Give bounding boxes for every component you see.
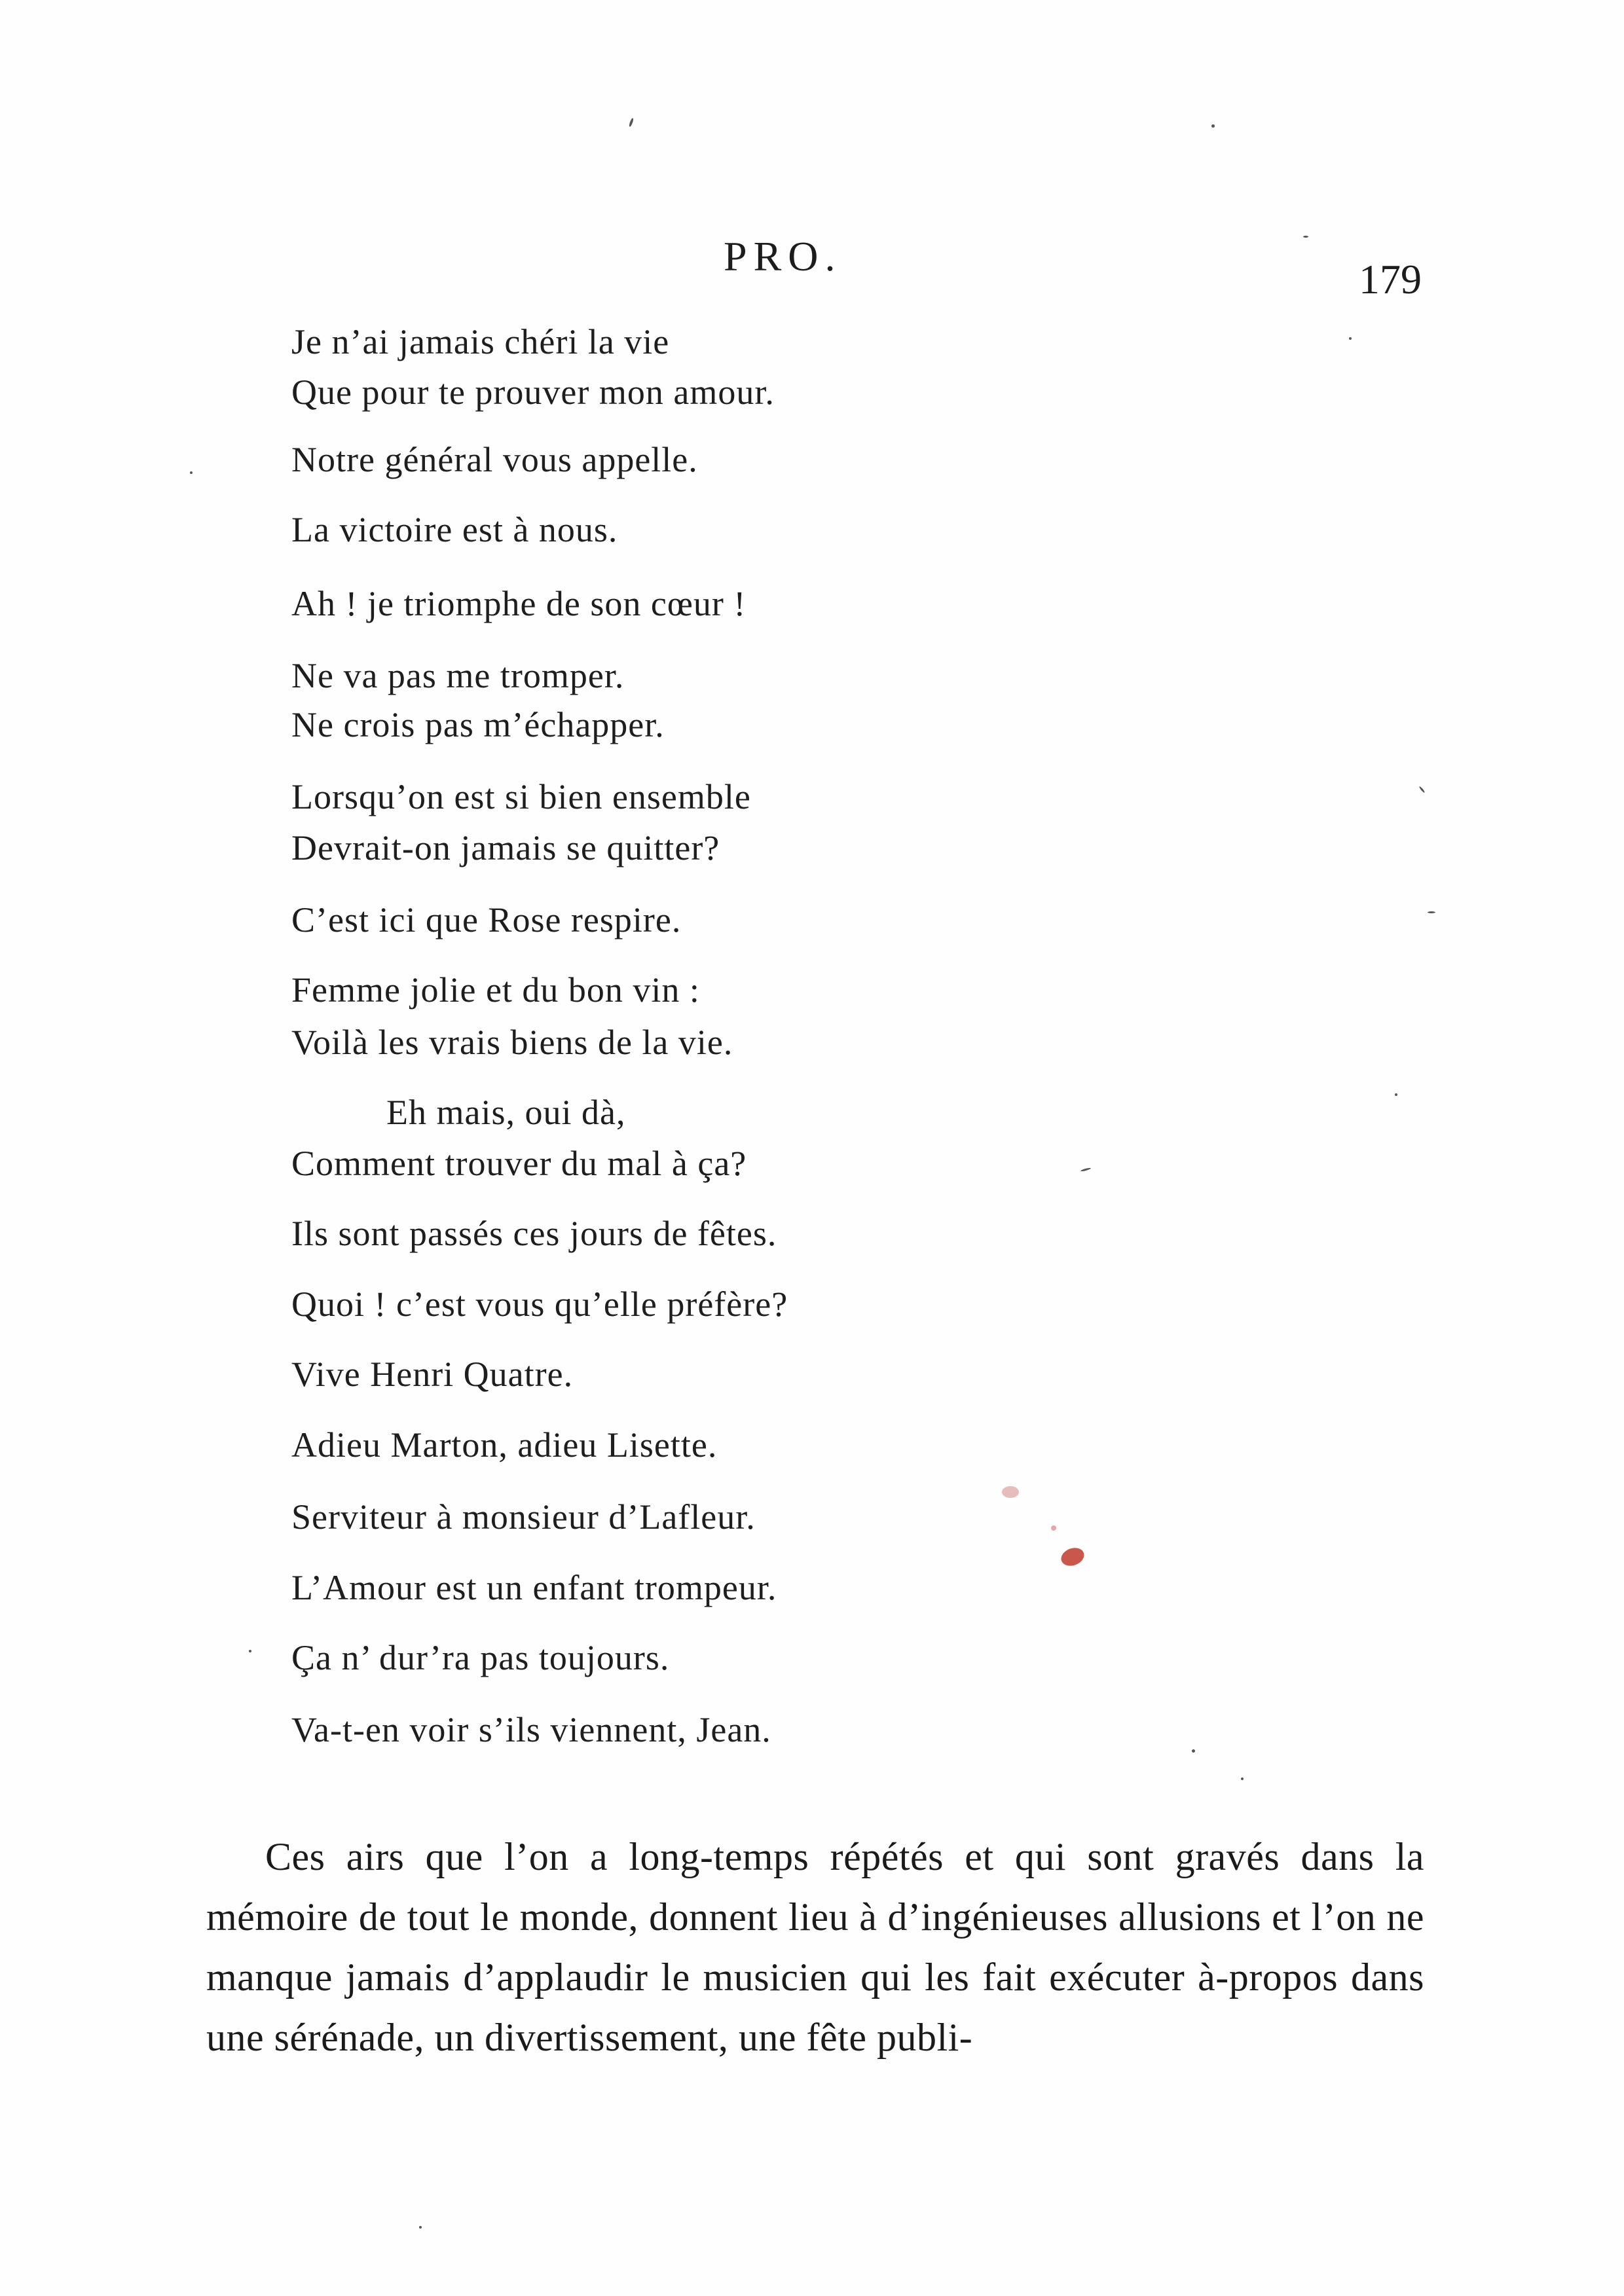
verse-line: Ils sont passés ces jours de fêtes.: [291, 1214, 777, 1253]
paper-speck: [1241, 1777, 1244, 1780]
body-paragraph: [206, 1827, 1424, 2068]
verse-line: Femme jolie et du bon vin :: [291, 970, 700, 1010]
paper-speck: [1418, 786, 1425, 793]
paper-speck: [190, 471, 193, 474]
verse-line: Quoi ! c’est vous qu’elle préfère?: [291, 1285, 788, 1324]
paper-speck: [1211, 124, 1215, 128]
verse-line: Serviteur à monsieur d’Lafleur.: [291, 1497, 756, 1537]
verse-line: Notre général vous appelle.: [291, 440, 698, 479]
verse-line: Ah ! je triomphe de son cœur !: [291, 584, 747, 623]
paper-speck: [1395, 1093, 1397, 1096]
verse-line: Je n’ai jamais chéri la vie: [291, 322, 670, 361]
verse-line: Ça n’ dur’ra pas toujours.: [291, 1638, 670, 1677]
paper-speck: [419, 2226, 422, 2229]
verse-line: Comment trouver du mal à ça?: [291, 1144, 747, 1183]
verse-line: Vive Henri Quatre.: [291, 1355, 574, 1394]
verse-line: Devrait-on jamais se quitter?: [291, 828, 720, 867]
verse-line: Ne crois pas m’échapper.: [291, 705, 665, 744]
verse-line: L’Amour est un enfant trompeur.: [291, 1568, 777, 1607]
paper-speck: [249, 1650, 251, 1652]
page-number: 179: [1359, 256, 1422, 302]
running-head: PRO.: [724, 233, 842, 280]
verse-line: Eh mais, oui dà,: [386, 1093, 626, 1132]
paper-speck: [1080, 1167, 1091, 1172]
verse-line: C’est ici que Rose respire.: [291, 900, 682, 939]
verse-line: La victoire est à nous.: [291, 510, 618, 549]
verse-line: Que pour te prouver mon amour.: [291, 373, 775, 412]
ink-stain: [1059, 1545, 1087, 1569]
paper-speck: [1349, 337, 1352, 340]
paper-speck: [1192, 1749, 1195, 1753]
verse-line: Adieu Marton, adieu Lisette.: [291, 1425, 718, 1465]
paragraph-text: Ces airs que l’on a long-temps répétés et qui sont gravés dans la mémoire de tout le monde, donnent lieu à d’ingénieuses allusions et l’on ne manque jamais d’applaudir le musicien qui les fait exécuter à-propos dans une sérénade, un divertissement, une fête publi-: [206, 1835, 1424, 2059]
paper-speck: [629, 118, 635, 128]
paper-speck: [1303, 236, 1308, 238]
ink-stain: [1002, 1486, 1019, 1498]
verse-line: Ne va pas me tromper.: [291, 656, 625, 695]
verse-line: Voilà les vrais biens de la vie.: [291, 1023, 733, 1062]
paper-speck: [1428, 911, 1435, 913]
verse-line: Va-t-en voir s’ils viennent, Jean.: [291, 1710, 771, 1749]
verse-line: Lorsqu’on est si bien ensemble: [291, 777, 751, 816]
ink-stain: [1051, 1525, 1056, 1531]
